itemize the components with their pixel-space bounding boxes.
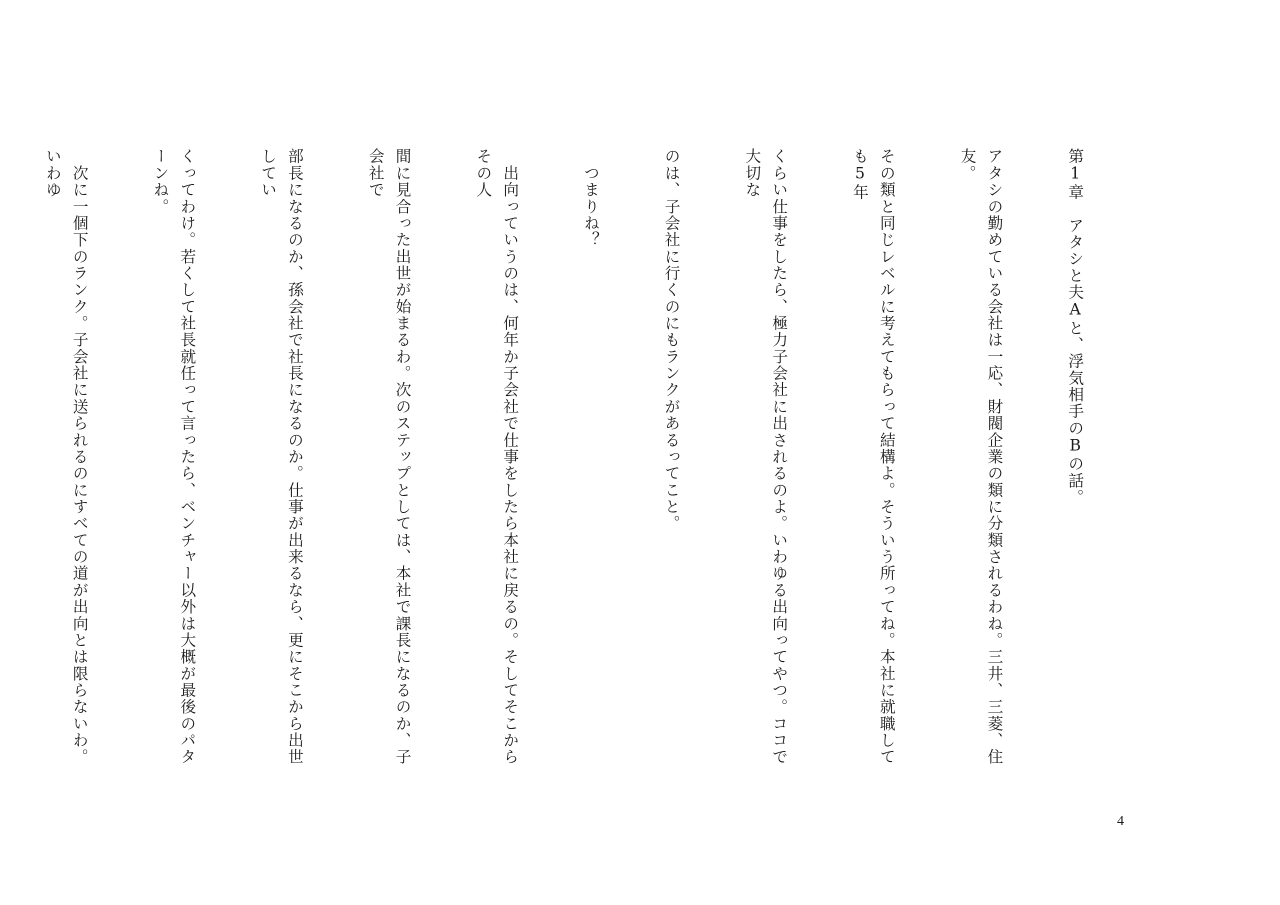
text-line: 出向っていうのは、何年か子会社で仕事をしたら本社に戻るの。そしてそこからその人 bbox=[474, 148, 520, 766]
text-line: 部長になるのか、孫会社で社長になるのか。仕事が出来るなら、更にそこから出世してい bbox=[259, 148, 304, 766]
text-line: くってわけ。若くして社長就任って言ったら、ベンチャー以外は大概が最後のパターンね。 bbox=[151, 148, 197, 766]
text-line: 間に見合った出世が始まるわ。次のステップとしては、本社で課長になるのか、子会社で bbox=[366, 148, 412, 766]
text-line: のは、子会社に行くのにもランクがあるってこと。 bbox=[662, 148, 681, 532]
text-line: 次に一個下のランク。子会社に送られるのにすべての道が出向とは限らないわ。いわゆ bbox=[43, 148, 89, 766]
text-line: くらい仕事をしたら、極力子会社に出されるのよ。いわゆる出向ってやつ。ココで大切な bbox=[743, 148, 789, 766]
text-line: その類と同じレベルに考えてもらって結構よ。そういう所ってね。本社に就職しても5年 bbox=[850, 148, 896, 766]
chapter-title: 第1章 アタシと夫Aと、浮気相手のBの話。 bbox=[1066, 148, 1085, 506]
page-number: 4 bbox=[1117, 814, 1124, 829]
body-text bbox=[43, 148, 1142, 768]
text-line: つまりね？ bbox=[581, 148, 600, 249]
text-line: アタシの勤めている会社は一応、財閥企業の類に分類されるわね。三井、三菱、住友。 bbox=[958, 148, 1004, 766]
